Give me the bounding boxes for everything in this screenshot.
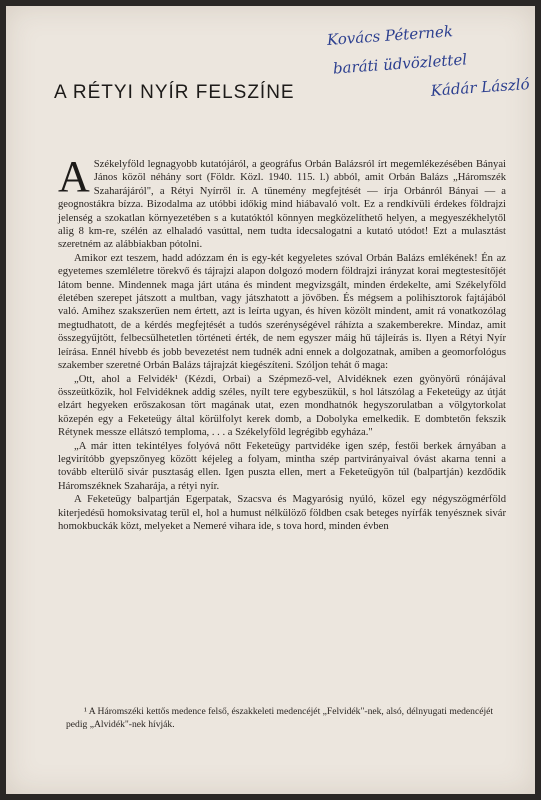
handwritten-dedication — [326, 11, 541, 112]
paragraph-2: Amikor ezt teszem, hadd adózzam én is egy-két kegyeletes szóval Orbán Balázs emlékének! Én az egyetemes szemléletre törekvő és tájrajzi alapon dolgozó modern földrajzi irányzat korai megtestesítőjét látom benne. Mindennek maga járt utána és mindent megvizsgált, minden érdekelte, ami Székelyföld életében szerepet játszott a multban, vagy játszhatott a jövőben. És mégsem a polihisztorok fajtájából való. Amihez szakszerűen nem értett, azt is leírta ugyan, és híven közölt mindent, amit rá vonatkozólag megtudhatott, de a kérdés megfejtését a tudós szerénységével ráhízta a szakemberekre. Mindaz, amit összegyűjtött, felbecsülhetetlen történeti érték, de nem egyszer máig hű tájleírás is. Ilyen a Rétyi Nyír leírása. Ennél hívebb és jobb bevezetést nem tudnék adni ennek a dolgozatnak, amiben a geomorfológus szakember szeretné Orbán Balázs tájrajzát kiegészíteni. Szóljon tehát ő maga: — [58, 252, 506, 372]
drop-cap: A — [58, 152, 90, 201]
book-page — [6, 6, 535, 794]
paragraph-1 — [58, 152, 506, 252]
dedication-line-2: baráti üdvözlettel — [332, 50, 468, 78]
dedication-signature: Kádár László — [430, 74, 531, 100]
dedication-line-1: Kovács Péternek — [326, 22, 454, 49]
footnote: ¹ A Háromszéki kettős medence felső, északkeleti medencéjét „Felvidék"-nek, alsó, délnyugati medencéjét pedig „Alvidék"-nek hívják. — [66, 706, 494, 730]
article-title: A RÉTYI NYÍR FELSZÍNE — [54, 82, 295, 103]
paragraph-3: A Feketeügy balpartján Egerpatak, Szacsva és Magyarósig nyúló, közel egy négyszögmérföld kiterjedésű homoksivatag terül el, hol a humust nélkülöző földben csak beteges nyírfák tenyésznek sivár homokbuckák közt, melyeket a Nemeré vihara ide, s tova hord, minden évben — [58, 494, 506, 532]
article-body — [58, 152, 506, 533]
paragraph-1-text: Székelyföld legnagyobb kutatójáról, a geográfus Orbán Balázsról írt megemlékezésében Bányai János közöl néhány sort (Földr. Közl. 1940. 115. l.) abból, amit Orbán Balázs „Háromszék Szaharájáról", a Rétyi Nyírről ír. A tünemény megfejtését — írja Orbánról Bányai — a geognostákra bízza. Bizodalma az utóbbi időkig mind hiábavaló volt. Ez a rendkívüli érdekes földrajzi jelenség a szokatlan környezetében s a kutatóktól könnyen megközelíthető helyen, a megyeszékhelytől alig 8 km-re, szélén az elhaladó vasúttal, nem tudta idecsalogatni a kutató utódot! Ezt a mulasztást szeretném az alábbiakban pótolni. — [58, 159, 506, 251]
quote-2: „A már itten tekintélyes folyóvá nőtt Feketeügy partvidéke igen szép, festői berkek árnyában a legvirítóbb gyepszőnyeg között kéjeleg a folyam, mintha szép partvirányaival óvást akarna tenni a tovább elterülő sivár pusztaság ellen. Igen puszta ellen, mert a Feketeügyön túl (balpartján) kezdődik Háromszéknek Szaharája, a rétyi nyír. — [58, 440, 506, 492]
quote-1: „Ott, ahol a Felvidék¹ (Kézdi, Orbai) a Szépmező-vel, Alvidéknek ezen gyönyörű rónájával összeütközik, hol Felvidéknek addig széles, nyílt tere egybeszükül, s hol látszólag a Feketeügy az útját elzárt hegyeken erőszakosan tört magának utat, ezen mondhatnók hegyszorulatban a völgytorkolat közepén egy a Feketeügy által körülfolyt kerek domb, a Dobolyka emelkedik. E dombtetőn fekszik Rétynek messze ellátszó temploma, . . . a Székelyföld legrégibb egyháza." — [58, 373, 506, 439]
